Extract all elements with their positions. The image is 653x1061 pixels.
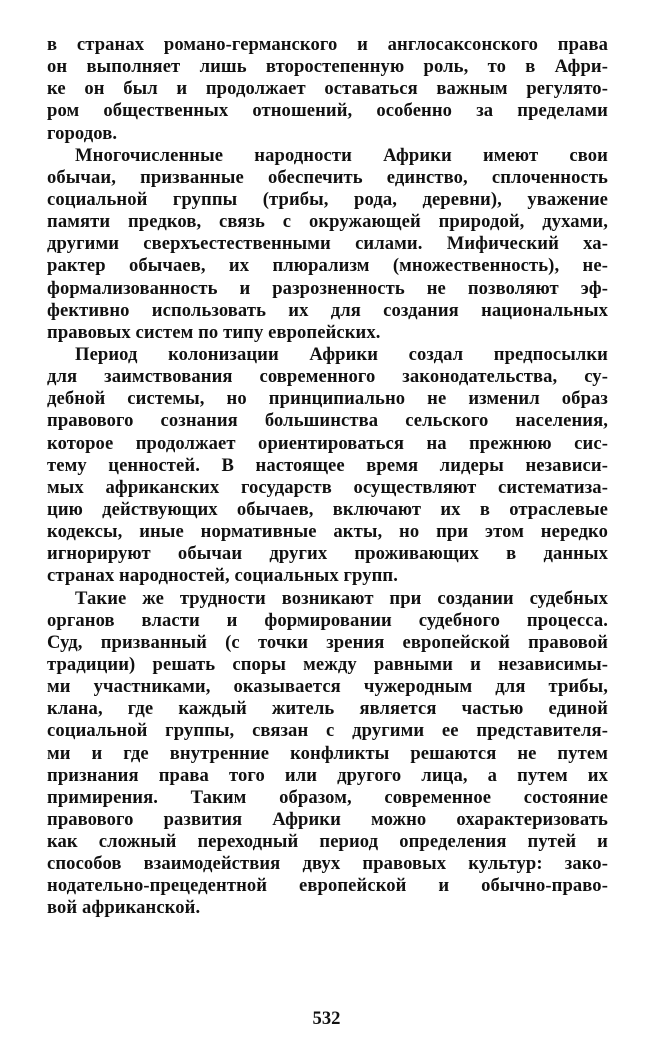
text-line: которое продолжает ориентироваться на прежнюю сис-: [47, 432, 608, 454]
text-line: как сложный переходный период определения путей и: [47, 831, 608, 853]
text-line: игнорируют обычаи других проживающих в данных: [47, 543, 608, 565]
text-line: дебной системы, но принципиально не изменил образ: [47, 388, 608, 410]
text-line: ке он был и продолжает оставаться важным регулято-: [47, 78, 608, 100]
text-line: правовых систем по типу европейских.: [47, 321, 381, 343]
text-line: странах народностей, социальных групп.: [47, 565, 398, 587]
text-line: мых африканских государств осуществляют систематиза-: [47, 476, 608, 498]
text-line: ми участниками, оказывается чужеродным для трибы,: [47, 676, 608, 698]
text-line: обычаи, призванные обеспечить единство, сплоченность: [47, 166, 608, 188]
text-line: органов власти и формировании судебного процесса.: [47, 609, 608, 631]
text-line: цию действующих обычаев, включают их в отраслевые: [47, 498, 608, 520]
text-line: клана, где каждый житель является частью единой: [47, 698, 608, 720]
text-line: признания права того или другого лица, а путем их: [47, 764, 608, 786]
text-line: ром общественных отношений, особенно за пределами: [47, 100, 608, 122]
text-line: он выполняет лишь второстепенную роль, то в Афри-: [47, 56, 608, 78]
text-line: Многочисленные народности Африки имеют свои: [75, 144, 608, 166]
text-line: памяти предков, связь с окружающей природой, духами,: [47, 211, 608, 233]
text-line: социальной группы (трибы, рода, деревни), уважение: [47, 188, 608, 210]
text-line: Период колонизации Африки создал предпосылки: [75, 343, 608, 365]
text-line: городов.: [47, 122, 118, 144]
text-line: традиции) решать споры между равными и независимы-: [47, 653, 608, 675]
body-text: [47, 34, 608, 920]
text-line: Суд, призванный (с точки зрения европейской правовой: [47, 631, 608, 653]
text-line: рактер обычаев, их плюрализм (множественность), не-: [47, 255, 608, 277]
text-line: другими сверхъестественными силами. Мифический ха-: [47, 233, 608, 255]
text-line: социальной группы, связан с другими ее представителя-: [47, 720, 608, 742]
text-line: Такие же трудности возникают при создании судебных: [75, 587, 608, 609]
text-line: фективно использовать их для создания национальных: [47, 299, 608, 321]
text-line: тему ценностей. В настоящее время лидеры независи-: [47, 454, 608, 476]
text-line: кодексы, иные нормативные акты, но при этом нередко: [47, 521, 608, 543]
text-line: ми и где внутренние конфликты решаются не путем: [47, 742, 608, 764]
text-line: правового сознания большинства сельского населения,: [47, 410, 608, 432]
page-number: 532: [312, 1008, 341, 1029]
text-line: для заимствования современного законодательства, су-: [47, 366, 608, 388]
text-line: нодательно-прецедентной европейской и обычно-право-: [47, 875, 608, 897]
text-line: способов взаимодействия двух правовых культур: зако-: [47, 853, 608, 875]
text-line: вой африканской.: [47, 897, 201, 919]
text-line: правового развития Африки можно охарактеризовать: [47, 808, 608, 830]
text-line: примирения. Таким образом, современное состояние: [47, 786, 608, 808]
text-line: формализованность и разрозненность не позволяют эф-: [47, 277, 608, 299]
text-line: в странах романо-германского и англосаксонского права: [47, 34, 608, 55]
